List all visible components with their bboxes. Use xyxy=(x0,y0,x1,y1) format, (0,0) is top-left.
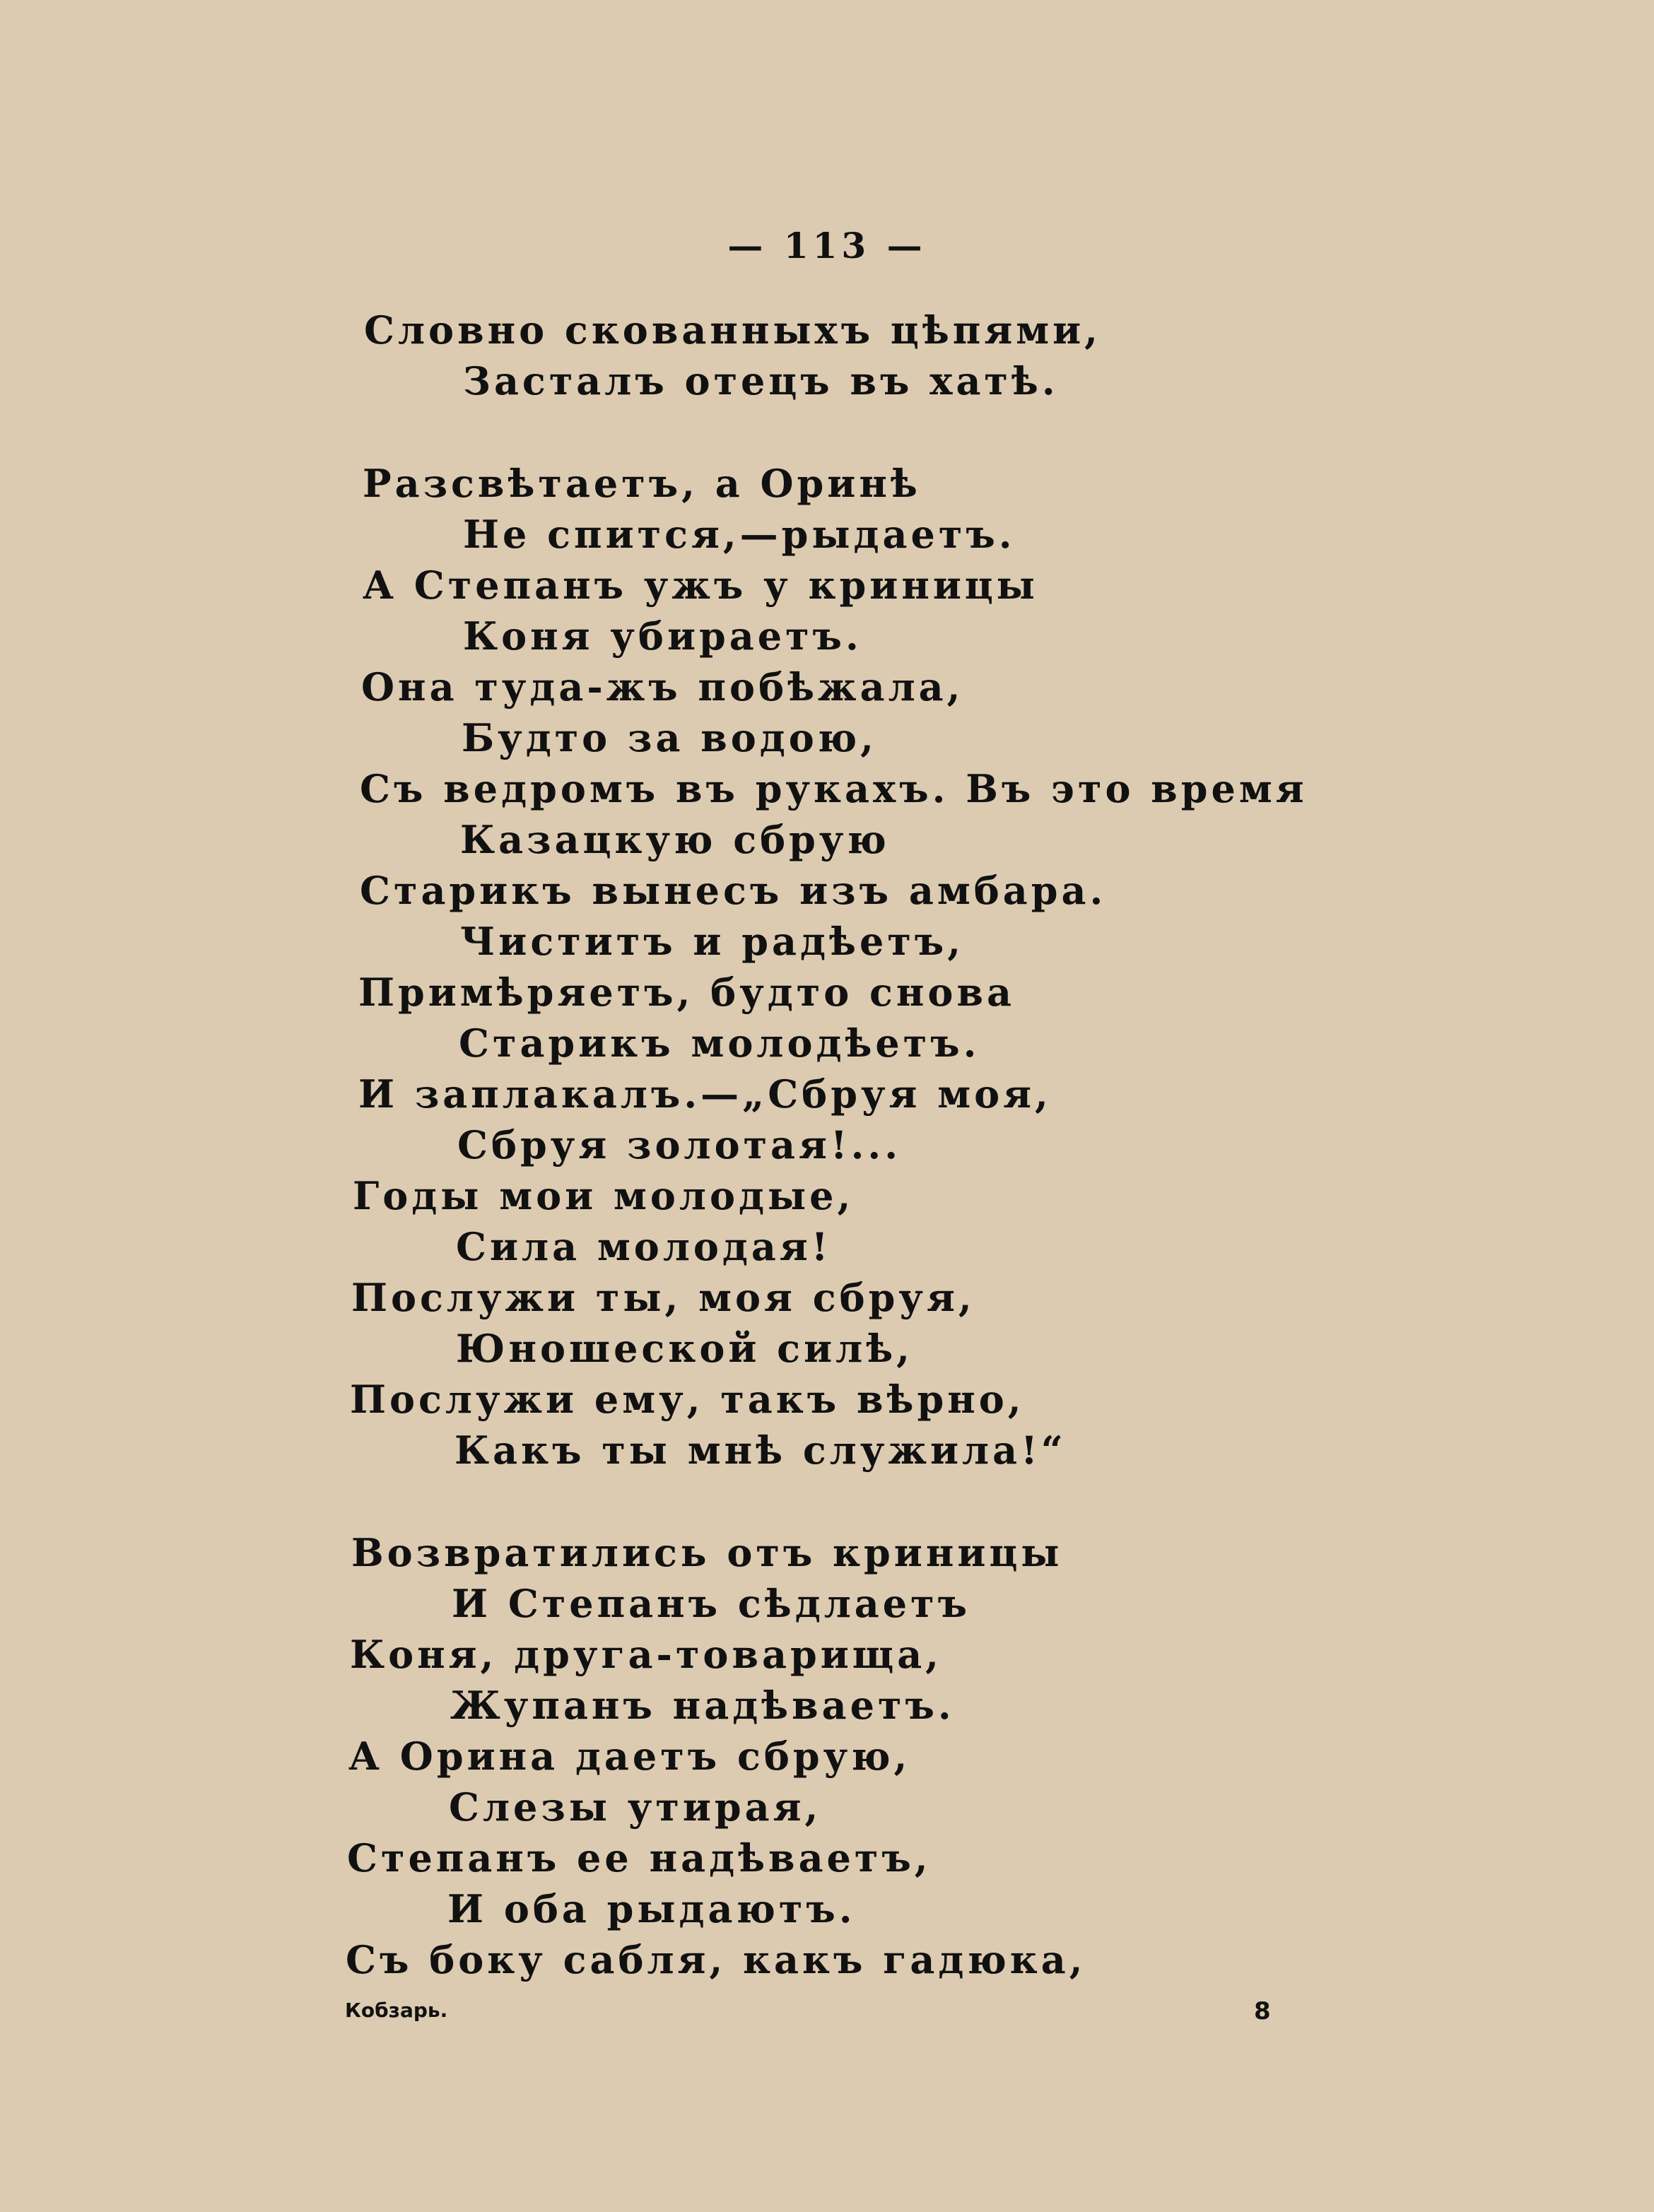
poem-line: И заплакалъ.—„Сбруя моя, xyxy=(358,1071,1052,1117)
poem-line: Примѣряетъ, будто снова xyxy=(358,970,1015,1015)
poem-line: И Степанъ сѣдлаетъ xyxy=(452,1581,971,1626)
poem-line: А Орина даетъ сбрую, xyxy=(348,1734,911,1779)
poem-line: Послужи ты, моя сбруя, xyxy=(351,1275,975,1320)
poem-line: Разсвѣтаетъ, а Оринѣ xyxy=(363,461,921,506)
poem-line: Сила молодая! xyxy=(456,1224,832,1269)
poem-line: Степанъ ее надѣваетъ, xyxy=(347,1835,932,1881)
poem-line: Словно скованныхъ цѣпями, xyxy=(364,307,1101,353)
poem-line: Коня убираетъ. xyxy=(463,613,862,659)
poem-line: Старикъ молодѣетъ. xyxy=(459,1020,980,1066)
poem-line: И оба рыдаютъ. xyxy=(447,1886,856,1931)
poem-line: Возвратились отъ криницы xyxy=(351,1530,1063,1575)
poem-line: Коня, друга-товарища, xyxy=(350,1632,942,1677)
poem-line: Казацкую сбрую xyxy=(460,817,890,862)
poem-line: Какъ ты мнѣ служила!“ xyxy=(454,1428,1067,1473)
poem-line: Не спится,—рыдаетъ. xyxy=(463,512,1016,557)
poem-line: Чиститъ и радѣетъ, xyxy=(460,919,965,964)
poem-line: Слезы утирая, xyxy=(449,1784,822,1830)
poem-line: Съ ведромъ въ рукахъ. Въ это время xyxy=(360,766,1308,811)
poem-line: Старикъ вынесъ изъ амбара. xyxy=(360,868,1107,913)
poem-line: Годы мои молодые, xyxy=(353,1173,855,1218)
poem-line: Сбруя золотая!... xyxy=(457,1122,902,1167)
footer-sheet-number: 8 xyxy=(1254,1997,1271,2025)
poem-line: Юношеской силѣ, xyxy=(456,1326,913,1371)
poem-line: Съ боку сабля, какъ гадюка, xyxy=(346,1937,1086,1982)
poem-line: А Степанъ ужъ у криницы xyxy=(363,563,1038,608)
poem-line: Будто за водою, xyxy=(462,715,877,760)
poem-line: Жупанъ надѣваетъ. xyxy=(450,1683,955,1728)
footer-signature: Кобзарь. xyxy=(345,1999,448,2022)
poem-line: Послужи ему, такъ вѣрно, xyxy=(350,1377,1025,1422)
poem-line: Засталъ отецъ въ хатѣ. xyxy=(463,358,1059,404)
poem-line: Она туда-жъ побѣжала, xyxy=(361,664,964,710)
page-number: — 113 — xyxy=(727,225,927,266)
